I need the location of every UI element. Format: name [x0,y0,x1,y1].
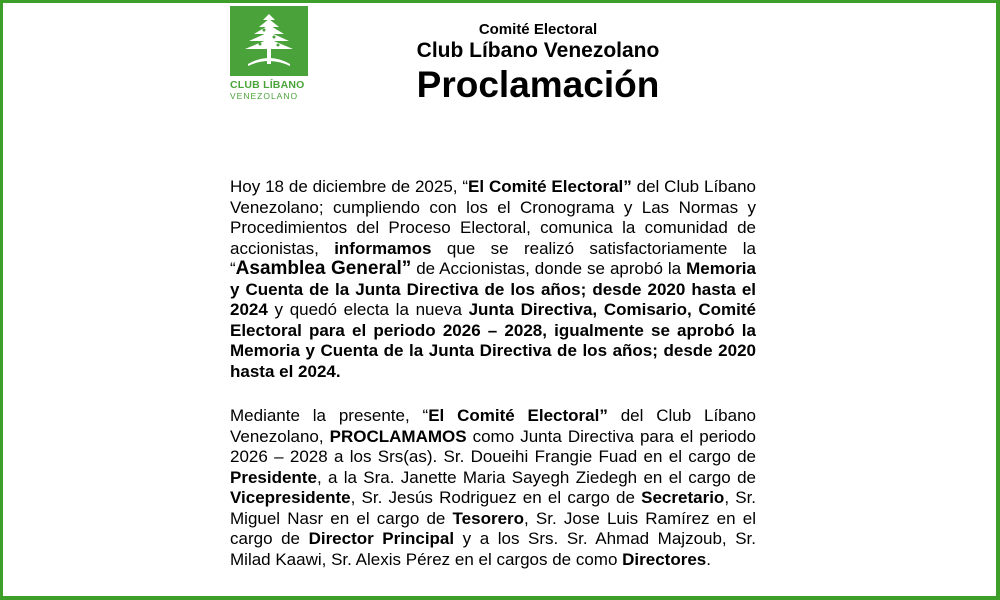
committee-heading: Comité Electoral [478,21,598,38]
cedar-tree-icon [230,6,308,76]
logo-text-line1: CLUB LÍBANO [230,79,305,91]
club-heading: Club Líbano Venezolano [416,39,660,62]
paragraph-announcement: Hoy 18 de diciembre de 2025, “El Comité Electoral” del Club Líbano Venezolano; cumpliendo con los el Cronograma y Las Normas y Procedimientos del Proceso Electoral, comunica la comunidad de accionistas, informamos que se realizó satisfactoriamente la “Asamblea General” de Accionistas, donde se aprobó la Memoria y Cuenta de la Junta Directiva de los años; desde 2020 hasta el 2024 y quedó electa la nueva Junta Directiva, Comisario, Comité Electoral para el periodo 2026 – 2028, igualmente se aprobó la Memoria y Cuenta de la Junta Directiva de los años; desde 2020 hasta el 2024. [230,177,756,381]
logo-text-line2: VENEZOLANO [230,91,299,101]
paragraph-proclamation: Mediante la presente, “El Comité Electoral” del Club Líbano Venezolano, PROCLAMAMOS como Junta Directiva para el periodo 2026 – 2028 a los Srs(as). Sr. Doueihi Frangie Fuad en el cargo de Presidente, a la Sra. Janette Maria Sayegh Ziedegh en el cargo de Vicepresidente, Sr. Jesús Rodriguez en el cargo de Secretario, Sr. Miguel Nasr en el cargo de Tesorero, Sr. Jose Luis Ramírez en el cargo de Director Principal y a los Srs. Sr. Ahmad Majzoub, Sr. Milad Kaawi, Sr. Alexis Pérez en el cargos de como Directores. [230,406,757,569]
page-title: Proclamación [416,64,660,105]
club-logo [230,6,308,100]
